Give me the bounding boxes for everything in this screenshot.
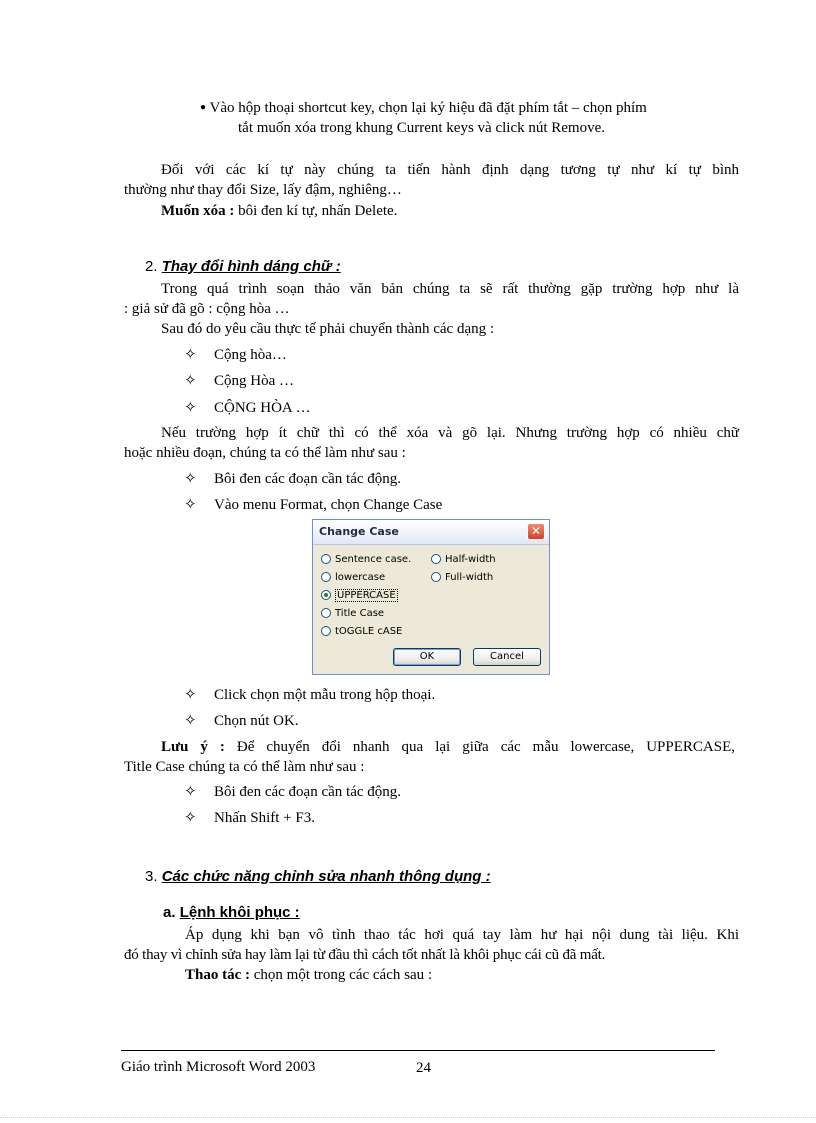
step-item-2: ✧ Vào menu Format, chọn Change Case bbox=[184, 497, 443, 513]
step2-item-1: ✧ Click chọn một mẫu trong hộp thoại. bbox=[184, 687, 436, 703]
diamond-bullet-icon: ✧ bbox=[184, 471, 197, 487]
footer-page-number: 24 bbox=[416, 1060, 431, 1076]
section3-heading bbox=[145, 867, 491, 887]
radio-icon[interactable] bbox=[321, 572, 331, 582]
change-case-dialog bbox=[312, 519, 550, 675]
section2-heading bbox=[145, 257, 341, 277]
s2-p1-line1: Trong quá trình soạn thảo văn bản chúng ta sẽ rất thường gặp trường hợp như là bbox=[161, 281, 739, 297]
dialog-title-bar bbox=[313, 520, 549, 545]
s2-p2: Sau đó do yêu cầu thực tế phải chuyển thành các dạng : bbox=[161, 321, 495, 337]
step3-item-1: ✧ Bôi đen các đoạn cần tác động. bbox=[184, 784, 402, 800]
diamond-bullet-icon: ✧ bbox=[184, 400, 197, 416]
intro-bullet-line1: Vào hộp thoại shortcut key, chọn lại ký hiệu đã đặt phím tắt – chọn phím bbox=[209, 100, 647, 116]
para1-line2: thường như thay đổi Size, lấy đậm, nghiêng… bbox=[124, 182, 402, 198]
diamond-bullet-icon: ✧ bbox=[184, 784, 197, 800]
para1-delete-line bbox=[161, 201, 397, 221]
section2-title: Thay đổi hình dáng chữ : bbox=[161, 258, 341, 275]
ok-button[interactable]: OK bbox=[393, 648, 461, 666]
s2-p3-line2: hoặc nhiều đoạn, chúng ta có thể làm như sau : bbox=[124, 445, 406, 461]
option-full-width[interactable]: Full-width bbox=[431, 571, 493, 585]
subsection-a-title: Lệnh khôi phục : bbox=[179, 904, 300, 921]
intro-bullet bbox=[200, 98, 647, 118]
option-toggle-case[interactable]: tOGGLE cASE bbox=[321, 625, 402, 639]
diamond-bullet-icon: ✧ bbox=[184, 373, 197, 389]
delete-text: bôi đen kí tự, nhấn Delete. bbox=[234, 203, 398, 219]
bullet-dot-icon: ● bbox=[200, 102, 207, 113]
cancel-button[interactable]: Cancel bbox=[473, 648, 541, 666]
step3-item-2: ✧ Nhấn Shift + F3. bbox=[184, 810, 315, 826]
diamond-bullet-icon: ✧ bbox=[184, 347, 197, 363]
step-item-1: ✧ Bôi đen các đoạn cần tác động. bbox=[184, 471, 402, 487]
option-title-case[interactable]: Title Case bbox=[321, 607, 384, 621]
diamond-bullet-icon: ✧ bbox=[184, 687, 197, 703]
option-half-width[interactable]: Half-width bbox=[431, 553, 496, 567]
option-sentence-case[interactable]: Sentence case. bbox=[321, 553, 411, 567]
note-line1: Lưu ý : Để chuyển đổi nhanh qua lại giữa các mẫu lowercase, UPPERCASE, bbox=[161, 739, 736, 755]
radio-icon[interactable] bbox=[321, 554, 331, 564]
option-lowercase[interactable]: lowercase bbox=[321, 571, 385, 585]
form-item-3: ✧ CỘNG HÒA … bbox=[184, 400, 311, 416]
option-uppercase[interactable]: UPPERCASE bbox=[321, 589, 398, 603]
s2-p1-line2: : giả sử đã gõ : cộng hòa … bbox=[124, 301, 290, 317]
form-item-2: ✧ Cộng Hòa … bbox=[184, 373, 294, 389]
radio-icon[interactable] bbox=[321, 608, 331, 618]
radio-icon[interactable] bbox=[431, 572, 441, 582]
delete-label: Muốn xóa : bbox=[161, 203, 235, 219]
action-label: Thao tác : bbox=[185, 967, 250, 983]
para1-line1: Đối với các kí tự này chúng ta tiến hành định dạng tương tự như kí tự bình bbox=[161, 162, 739, 178]
intro-bullet-line2: tắt muốn xóa trong khung Current keys và click nút Remove. bbox=[238, 120, 606, 136]
subsection-a-heading bbox=[163, 903, 300, 923]
s3-p1-line2: đó thay vì chỉnh sửa hay làm lại từ đầu thì cách tốt nhất là khôi phục cái cũ đã mất. bbox=[124, 947, 606, 963]
dialog-title: Change Case bbox=[319, 525, 399, 538]
diamond-bullet-icon: ✧ bbox=[184, 810, 197, 826]
step2-item-2: ✧ Chọn nút OK. bbox=[184, 713, 299, 729]
subsection-a-label: a. bbox=[163, 904, 180, 921]
radio-selected-icon[interactable] bbox=[321, 590, 331, 600]
form-item-1: ✧ Cộng hòa… bbox=[184, 347, 287, 363]
page-edge bbox=[0, 1117, 816, 1118]
close-icon[interactable]: ✕ bbox=[527, 523, 545, 540]
s3-p1-line1: Áp dụng khi bạn vô tình thao tác hơi quá tay làm hư hại nội dung tài liệu. Khi bbox=[185, 927, 739, 943]
diamond-bullet-icon: ✧ bbox=[184, 497, 197, 513]
s2-p3-line1: Nếu trường hợp ít chữ thì có thể xóa và gõ lại. Nhưng trường hợp có nhiều chữ bbox=[161, 425, 739, 441]
note-line2: Title Case chúng ta có thể làm như sau : bbox=[124, 759, 365, 775]
s3-action-line: Thao tác : chọn một trong các cách sau : bbox=[185, 967, 433, 983]
diamond-bullet-icon: ✧ bbox=[184, 713, 197, 729]
section2-number: 2. bbox=[145, 258, 162, 275]
section3-title: Các chức năng chỉnh sửa nhanh thông dụng : bbox=[161, 868, 491, 885]
section3-number: 3. bbox=[145, 868, 162, 885]
footer-book-title: Giáo trình Microsoft Word 2003 bbox=[121, 1059, 316, 1075]
radio-icon[interactable] bbox=[321, 626, 331, 636]
radio-icon[interactable] bbox=[431, 554, 441, 564]
note-label: Lưu ý : bbox=[161, 739, 225, 755]
footer-divider bbox=[121, 1050, 715, 1051]
